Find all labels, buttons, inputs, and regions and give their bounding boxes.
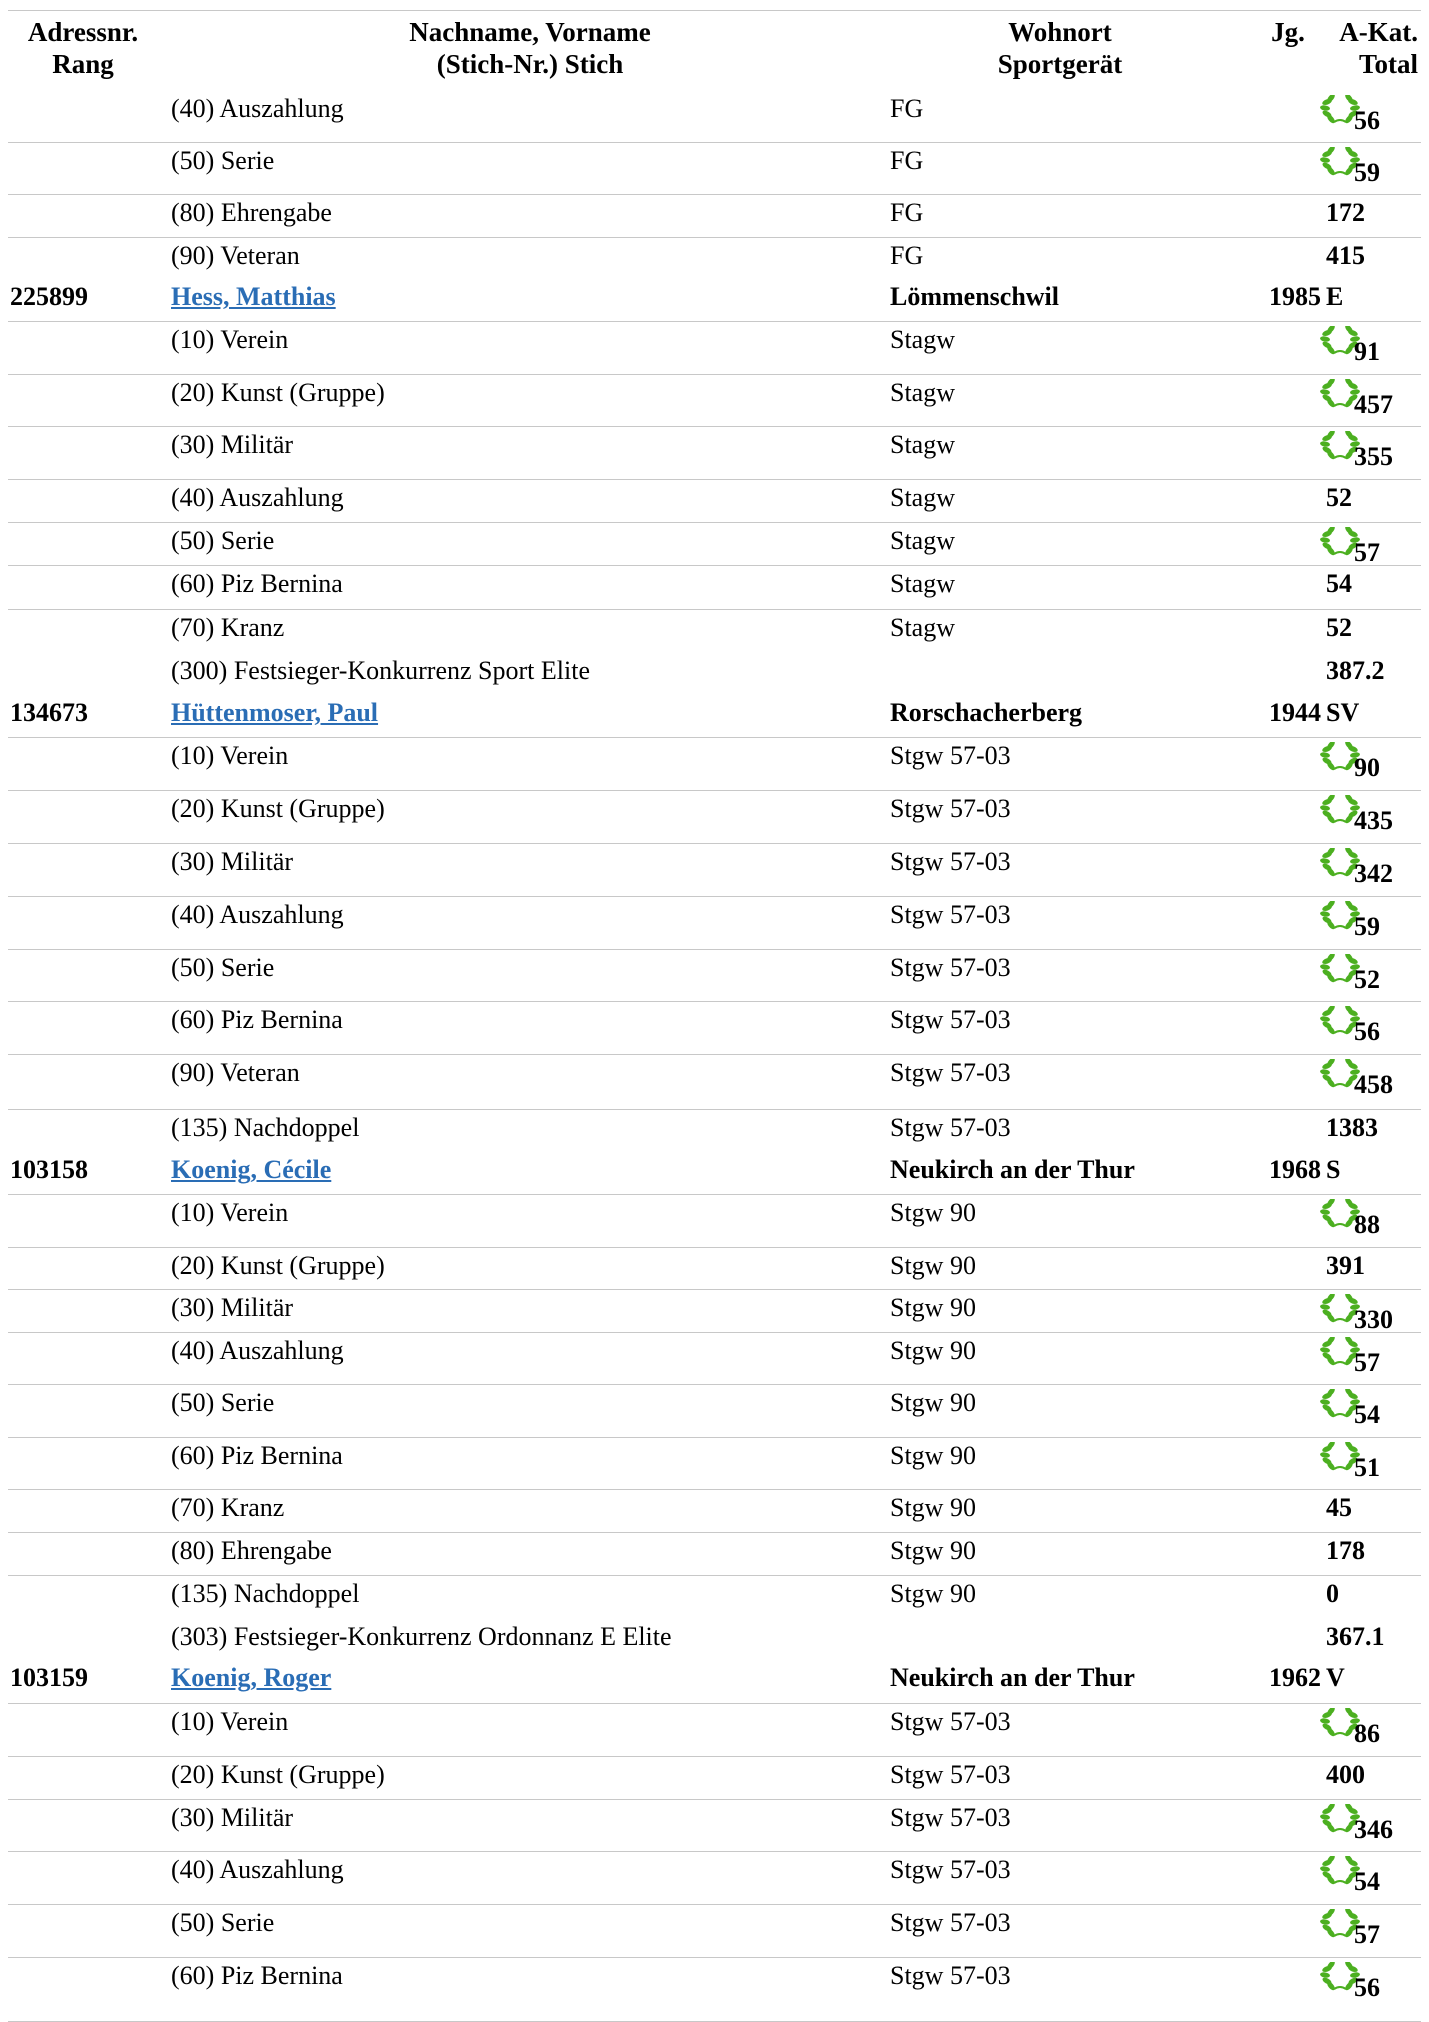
stich-name: (90) Veteran (171, 1058, 300, 1087)
stich-total: 52 (1326, 483, 1352, 512)
person-row (8, 1661, 1421, 1704)
stich-name: (40) Auszahlung (171, 94, 344, 123)
stich-row (8, 566, 1421, 610)
stich-row (8, 1290, 1421, 1333)
stich-total: 56 (1354, 1973, 1380, 2002)
sportgeraet: Stgw 57-03 (890, 1058, 1011, 1087)
stich-total: 367.1 (1326, 1622, 1385, 1651)
stich-total: 400 (1326, 1760, 1365, 1789)
sportgeraet: Stagw (890, 526, 955, 555)
header-wohnort-geraet (960, 16, 1160, 80)
stich-row (8, 950, 1421, 1002)
stich-row (8, 1002, 1421, 1055)
stich-total: 56 (1354, 1017, 1380, 1046)
stich-name: (30) Militär (171, 1293, 294, 1322)
stich-row (8, 844, 1421, 897)
person-row (8, 696, 1421, 738)
adressnr: 103158 (10, 1155, 88, 1184)
stich-row (8, 322, 1421, 375)
jahrgang: 1968 (1269, 1155, 1321, 1184)
sportgeraet: Stgw 57-03 (890, 953, 1011, 982)
stich-total: 51 (1354, 1453, 1380, 1482)
stich-row (8, 610, 1421, 652)
header-rang: Rang (52, 49, 114, 79)
stich-row (8, 897, 1421, 950)
stich-total: 57 (1354, 538, 1380, 567)
stich-row (8, 1333, 1421, 1385)
kategorie: SV (1326, 698, 1360, 727)
stich-row (8, 1704, 1421, 1757)
stich-name: (50) Serie (171, 953, 275, 982)
shooter-name-link[interactable]: Koenig, Roger (171, 1663, 332, 1692)
stich-row (8, 143, 1421, 195)
header-adressnr: Adressnr. (27, 17, 139, 47)
stich-row (8, 480, 1421, 523)
header-total: Total (1358, 49, 1418, 79)
stich-row (8, 1195, 1421, 1248)
stich-total: 90 (1354, 753, 1380, 782)
stich-total: 52 (1326, 613, 1352, 642)
stich-row (8, 1757, 1421, 1800)
stich-row (8, 1852, 1421, 1905)
stich-row (8, 653, 1421, 695)
sportgeraet: Stgw 90 (890, 1388, 976, 1417)
stich-row (8, 1958, 1421, 2022)
adressnr: 103159 (10, 1663, 88, 1692)
stich-total: 54 (1354, 1867, 1380, 1896)
person-row (8, 280, 1421, 322)
stich-name: (30) Militär (171, 430, 294, 459)
person-row (8, 1153, 1421, 1195)
header-wohnort: Wohnort (1008, 17, 1112, 47)
stich-row (8, 1248, 1421, 1290)
stich-row (8, 738, 1421, 791)
sportgeraet: Stagw (890, 430, 955, 459)
header-adressnr-rang (8, 16, 158, 80)
stich-name: (50) Serie (171, 1388, 275, 1417)
stich-name: (50) Serie (171, 146, 275, 175)
header-jg (1258, 16, 1318, 48)
stich-name: (300) Festsieger-Konkurrenz Sport Elite (171, 656, 590, 685)
stich-name: (20) Kunst (Gruppe) (171, 794, 385, 823)
stich-total: 172 (1326, 198, 1365, 227)
sportgeraet: Stagw (890, 613, 955, 642)
stich-total: 88 (1354, 1210, 1380, 1239)
sportgeraet: Stgw 90 (890, 1493, 976, 1522)
stich-total: 435 (1354, 806, 1393, 835)
stich-name: (60) Piz Bernina (171, 1005, 343, 1034)
header-a-kat: A-Kat. (1339, 17, 1418, 47)
stich-total: 346 (1354, 1815, 1393, 1844)
stich-name: (40) Auszahlung (171, 900, 344, 929)
stich-total: 1383 (1326, 1113, 1378, 1142)
stich-name: (60) Piz Bernina (171, 1441, 343, 1470)
stich-total: 45 (1326, 1493, 1352, 1522)
stich-total: 54 (1326, 569, 1352, 598)
stich-name: (20) Kunst (Gruppe) (171, 1251, 385, 1280)
header-jahrgang: Jg. (1271, 17, 1305, 47)
header-name: Nachname, Vorname (409, 17, 651, 47)
stich-total: 0 (1326, 1579, 1339, 1608)
sportgeraet: Stgw 57-03 (890, 1961, 1011, 1990)
sportgeraet: Stagw (890, 569, 955, 598)
sportgeraet: Stgw 90 (890, 1293, 976, 1322)
stich-name: (70) Kranz (171, 613, 285, 642)
sportgeraet: FG (890, 146, 924, 175)
sportgeraet: Stgw 57-03 (890, 900, 1011, 929)
stich-name: (40) Auszahlung (171, 483, 344, 512)
stich-name: (303) Festsieger-Konkurrenz Ordonnanz E Elite (171, 1622, 672, 1651)
stich-name: (20) Kunst (Gruppe) (171, 1760, 385, 1789)
header-name-stich (290, 16, 770, 80)
stich-name: (20) Kunst (Gruppe) (171, 378, 385, 407)
header-sportgeraet: Sportgerät (997, 49, 1123, 79)
sportgeraet: Stgw 57-03 (890, 794, 1011, 823)
stich-total: 59 (1354, 912, 1380, 941)
stich-name: (30) Militär (171, 847, 294, 876)
wohnort: Lömmenschwil (890, 282, 1059, 311)
sportgeraet: Stagw (890, 378, 955, 407)
stich-row (8, 238, 1421, 279)
stich-name: (70) Kranz (171, 1493, 285, 1522)
stich-name: (80) Ehrengabe (171, 198, 332, 227)
stich-name: (30) Militär (171, 1803, 294, 1832)
wohnort: Neukirch an der Thur (890, 1663, 1135, 1692)
stich-name: (90) Veteran (171, 241, 300, 270)
stich-row (8, 1055, 1421, 1110)
stich-row (8, 1800, 1421, 1852)
sportgeraet: Stgw 57-03 (890, 1113, 1011, 1142)
sportgeraet: Stgw 57-03 (890, 1760, 1011, 1789)
stich-row (8, 1110, 1421, 1152)
stich-name: (40) Auszahlung (171, 1855, 344, 1884)
jahrgang: 1985 (1269, 282, 1321, 311)
shooter-name-link[interactable]: Koenig, Cécile (171, 1155, 332, 1184)
stich-total: 91 (1354, 337, 1380, 366)
stich-row (8, 1576, 1421, 1618)
stich-total: 391 (1326, 1251, 1365, 1280)
adressnr: 225899 (10, 282, 88, 311)
stich-row (8, 523, 1421, 566)
stich-name: (135) Nachdoppel (171, 1579, 360, 1608)
stich-total: 458 (1354, 1070, 1393, 1099)
stich-name: (50) Serie (171, 526, 275, 555)
sportgeraet: Stgw 90 (890, 1441, 976, 1470)
stich-name: (50) Serie (171, 1908, 275, 1937)
stich-total: 57 (1354, 1920, 1380, 1949)
stich-name: (40) Auszahlung (171, 1336, 344, 1365)
sportgeraet: Stgw 57-03 (890, 1707, 1011, 1736)
stich-row (8, 195, 1421, 238)
sportgeraet: Stagw (890, 483, 955, 512)
kategorie: E (1326, 282, 1344, 311)
sportgeraet: Stgw 90 (890, 1198, 976, 1227)
sportgeraet: Stgw 57-03 (890, 741, 1011, 770)
adressnr: 134673 (10, 698, 88, 727)
stich-total: 342 (1354, 859, 1393, 888)
jahrgang: 1944 (1269, 698, 1321, 727)
stich-total: 86 (1354, 1719, 1380, 1748)
kategorie: S (1326, 1155, 1341, 1184)
stich-total: 59 (1354, 158, 1380, 187)
shooter-name-link[interactable]: Hüttenmoser, Paul (171, 698, 379, 727)
stich-total: 457 (1354, 390, 1393, 419)
sportgeraet: FG (890, 198, 924, 227)
stich-name: (10) Verein (171, 741, 289, 770)
shooter-name-link[interactable]: Hess, Matthias (171, 282, 336, 311)
stich-row (8, 1490, 1421, 1533)
stich-total: 387.2 (1326, 656, 1385, 685)
stich-total: 330 (1354, 1305, 1393, 1334)
wohnort: Neukirch an der Thur (890, 1155, 1135, 1184)
sportgeraet: Stgw 90 (890, 1579, 976, 1608)
sportgeraet: Stgw 90 (890, 1336, 976, 1365)
sportgeraet: Stgw 57-03 (890, 1908, 1011, 1937)
stich-total: 178 (1326, 1536, 1365, 1565)
stich-name: (10) Verein (171, 1198, 289, 1227)
stich-total: 54 (1354, 1400, 1380, 1429)
stich-name: (80) Ehrengabe (171, 1536, 332, 1565)
stich-row (8, 1905, 1421, 1958)
stich-name: (10) Verein (171, 325, 289, 354)
stich-total: 56 (1354, 106, 1380, 135)
sportgeraet: FG (890, 94, 924, 123)
kategorie: V (1326, 1663, 1345, 1692)
sportgeraet: Stgw 57-03 (890, 1005, 1011, 1034)
stich-total: 415 (1326, 241, 1365, 270)
stich-row (8, 91, 1421, 143)
stich-row (8, 791, 1421, 844)
stich-name: (60) Piz Bernina (171, 569, 343, 598)
top-rule (8, 10, 1421, 11)
sportgeraet: Stgw 90 (890, 1251, 976, 1280)
stich-name: (60) Piz Bernina (171, 1961, 343, 1990)
header-stich: (Stich-Nr.) Stich (436, 49, 624, 79)
stich-row (8, 375, 1421, 427)
stich-total: 57 (1354, 1348, 1380, 1377)
stich-row (8, 1533, 1421, 1576)
header-kat-total (1318, 16, 1418, 80)
stich-total: 52 (1354, 965, 1380, 994)
sportgeraet: Stagw (890, 325, 955, 354)
sportgeraet: Stgw 57-03 (890, 1855, 1011, 1884)
stich-row (8, 427, 1421, 480)
wohnort: Rorschacherberg (890, 698, 1083, 727)
sportgeraet: Stgw 57-03 (890, 847, 1011, 876)
stich-total: 355 (1354, 442, 1393, 471)
stich-row (8, 1619, 1421, 1660)
jahrgang: 1962 (1269, 1663, 1321, 1692)
sportgeraet: FG (890, 241, 924, 270)
sportgeraet: Stgw 90 (890, 1536, 976, 1565)
stich-row (8, 1385, 1421, 1438)
sportgeraet: Stgw 57-03 (890, 1803, 1011, 1832)
stich-name: (135) Nachdoppel (171, 1113, 360, 1142)
stich-row (8, 1438, 1421, 1490)
stich-name: (10) Verein (171, 1707, 289, 1736)
